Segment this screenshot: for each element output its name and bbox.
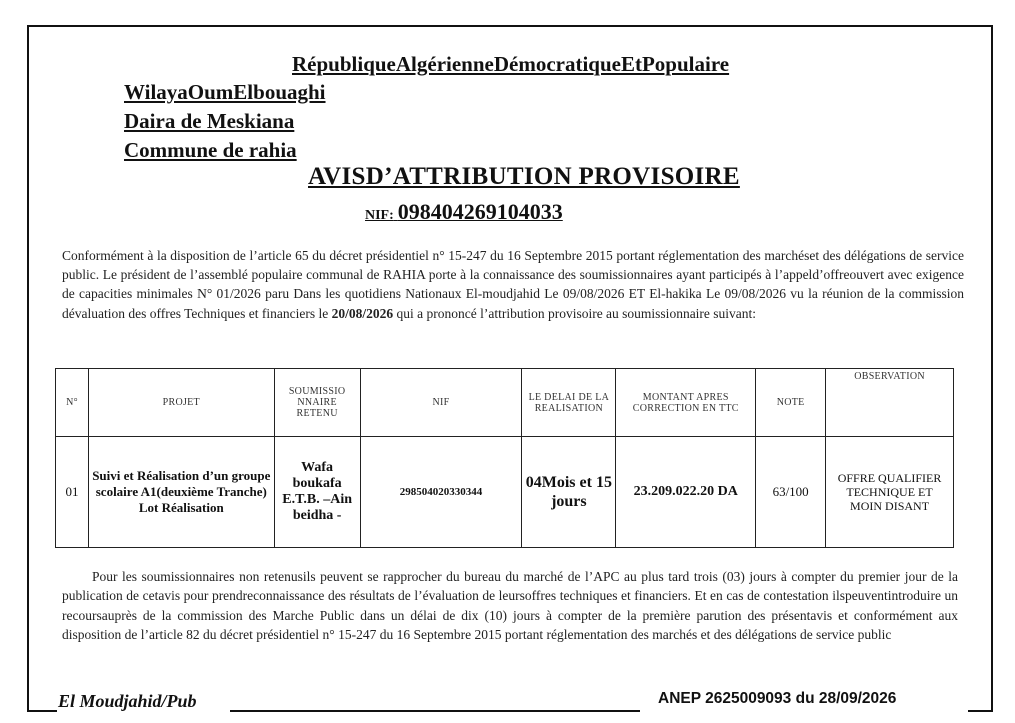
col-header-note: NOTE [756, 369, 826, 437]
intro-date: 20/08/2026 [331, 305, 394, 321]
footer-anep-reference: ANEP 2625009093 du 28/09/2026 [654, 690, 900, 708]
notice-title: AVISD’ATTRIBUTION PROVISOIRE [308, 163, 740, 190]
footer-rule-left [27, 710, 57, 712]
table-row [56, 437, 954, 548]
republic-heading: RépubliqueAlgérienneDémocratiqueEtPopulaire [292, 52, 730, 76]
cell-nif: 298504020330344 [360, 437, 522, 548]
intro-text-1: Conformément à la disposition de l’article 65 du décret présidentiel n° 15-247 du 16 Septembre 2015 portant réglementation des marchéset des délégations de service public. Le président de l’assemblé populaire communal de RAHIA porte à la connaissance des soumissionnaires ayant participés à l’appeld’offreouvert avec exigence de capacities minimales N° 01/2026 paru Dans les quotidiens Nationaux El-moudjahid Le 09/08/2026 ET El-hakika Le 09/08/2026 vu la réunion de la commission dévaluation des offres Techniques et financiers le [62, 248, 964, 321]
nif-label: NIF: [365, 208, 394, 223]
cell-note: 63/100 [756, 437, 826, 548]
col-header-delai: LE DELAI DE LA REALISATION [522, 369, 616, 437]
wilaya-heading: WilayaOumElbouaghi [124, 80, 326, 104]
col-header-nif: NIF [360, 369, 522, 437]
commune-heading: Commune de rahia [124, 138, 297, 162]
col-header-projet: PROJET [88, 369, 274, 437]
nif-line [365, 199, 563, 225]
footer-rule-middle [230, 710, 640, 712]
cell-delai: 04Mois et 15 jours [522, 437, 616, 548]
col-header-observation: OBSERVATION [826, 369, 954, 437]
col-header-soumissionnaire: SOUMISSIO NNAIRE RETENU [274, 369, 360, 437]
intro-text-2: qui a prononcé l’attribution provisoire au soumissionnaire suivant: [393, 305, 757, 321]
footer-publication: El Moudjahid/Pub [58, 691, 201, 712]
cell-observation: OFFRE QUALIFIER TECHNIQUE ET MOIN DISANT [826, 437, 954, 548]
nif-value: 098404269104033 [397, 199, 563, 224]
cell-n: 01 [56, 437, 89, 548]
footer-rule-right [968, 710, 993, 712]
col-header-n: N° [56, 369, 89, 437]
cell-soumissionnaire: Wafa boukafa E.T.B. –Ain beidha - [274, 437, 360, 548]
col-header-montant: MONTANT APRES CORRECTION EN TTC [616, 369, 756, 437]
intro-paragraph [62, 246, 964, 323]
cell-projet: Suivi et Réalisation d’un groupe scolaire A1(deuxième Tranche) Lot Réalisation [88, 437, 274, 548]
cell-montant: 23.209.022.20 DA [616, 437, 756, 548]
attribution-table [55, 368, 954, 548]
closing-paragraph: Pour les soumissionnaires non retenusils peuvent se rapprocher du bureau du marché de l’APC au plus tard trois (03) jours à compter du premier jour de la publication de cetavis pour prendreconnaissance des résultats de l’évaluation de leursoffres techniques et financiers. Et en cas de contestation ilspeuventintroduire un recoursauprès de la commission des Marche Public dans un délai de dix (10) jours à compter de la première parution des présentavis et conformément aux disposition de l’article 82 du décret présidentiel n° 15-247 du 16 Septembre 2015 portant réglementation des marchés et des délégations de service public [62, 569, 958, 643]
table-header-row [56, 369, 954, 437]
daira-heading: Daira de Meskiana [124, 109, 295, 133]
